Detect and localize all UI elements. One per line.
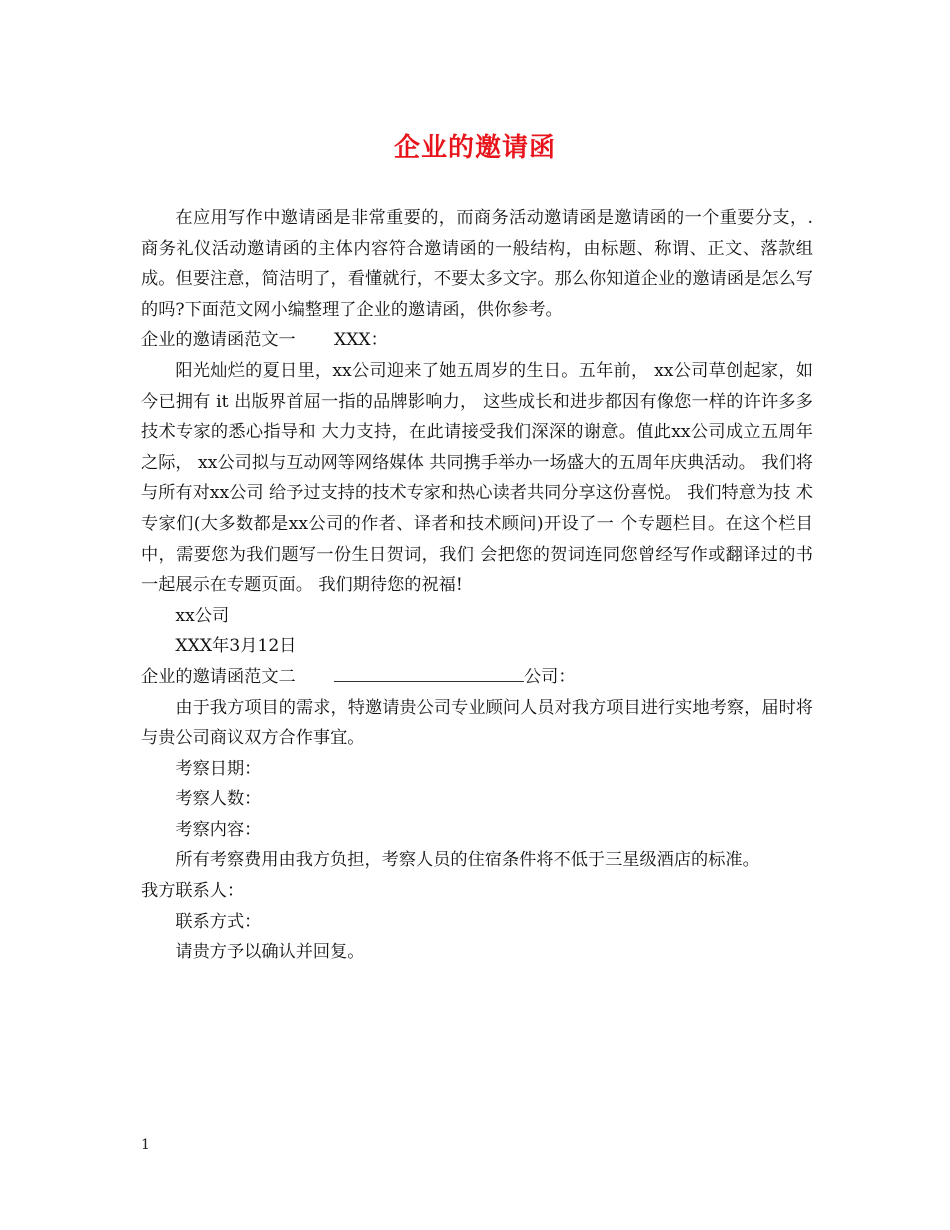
- page-title: 企业的邀请函: [393, 133, 556, 163]
- costs-paragraph: 所有考察费用由我方负担，考察人员的住宿条件将不低于三星级酒店的标准。: [175, 850, 760, 871]
- sample2-salutation-suffix: 公司：: [523, 666, 576, 687]
- sample2-heading-line: [141, 662, 813, 693]
- sample1-date: XXX年3月12日: [175, 636, 297, 657]
- sample1-signature: xx公司: [175, 605, 230, 626]
- sample1-body: 阳光灿烂的夏日里，xx公司迎来了她五周岁的生日。五年前， xx公司草创起家，如今已拥有 it 出版界首屈一指的品牌影响力， 这些成长和进步都因有像您一样的许许多多技术专家的悉心指导和 大力支持，在此请接受我们深深的谢意。值此xx公司成立五周年之际， xx公司拟与互动网等网络媒体 共同携手举办一场盛大的五周年庆典活动。 我们将与所有对xx公司 给予过支持的技术专家和热心读者共同分享这份喜悦。 我们特意为技 术专家们(大多数都是xx公司的作者、译者和技术顾问)开设了一 个专题栏目。在这个栏目中，需要您为我们题写一份生日贺词，我们 会把您的贺词连同您曾经写作或翻译过的书一起展示在专题页面。 我们期待您的祝福!: [141, 360, 813, 596]
- sample1-heading-line: [141, 325, 813, 356]
- contact-person-label: 我方联系人：: [141, 881, 245, 902]
- recipient-blank-line: [334, 667, 524, 682]
- intro-paragraph: 在应用写作中邀请函是非常重要的，而商务活动邀请函是邀请函的一个重要分支，.商务礼仪活动邀请函的主体内容符合邀请函的一般结构，由标题、称谓、正文、落款组成。但要注意，简洁明了，看懂就行，不要太多文字。那么你知道企业的邀请函是怎么写的吗?下面范文网小编整理了企业的邀请函，供你参考。: [141, 208, 813, 320]
- closing-line: 请贵方予以确认并回复。: [175, 942, 365, 963]
- page-number: 1: [141, 1137, 150, 1153]
- sample1-salutation: XXX：: [333, 330, 388, 351]
- contact-method-label: 联系方式：: [175, 911, 262, 932]
- sample1-heading: 企业的邀请函范文一: [141, 330, 296, 351]
- inspection-content-label: 考察内容：: [175, 819, 262, 840]
- inspection-date-label: 考察日期：: [175, 758, 262, 779]
- inspection-people-label: 考察人数：: [175, 789, 262, 810]
- document-body: [141, 203, 813, 968]
- sample2-heading: 企业的邀请函范文二: [141, 666, 296, 687]
- sample2-body: 由于我方项目的需求，特邀请贵公司专业顾问人员对我方项目进行实地考察，届时将与贵公司商议双方合作事宜。: [141, 697, 813, 749]
